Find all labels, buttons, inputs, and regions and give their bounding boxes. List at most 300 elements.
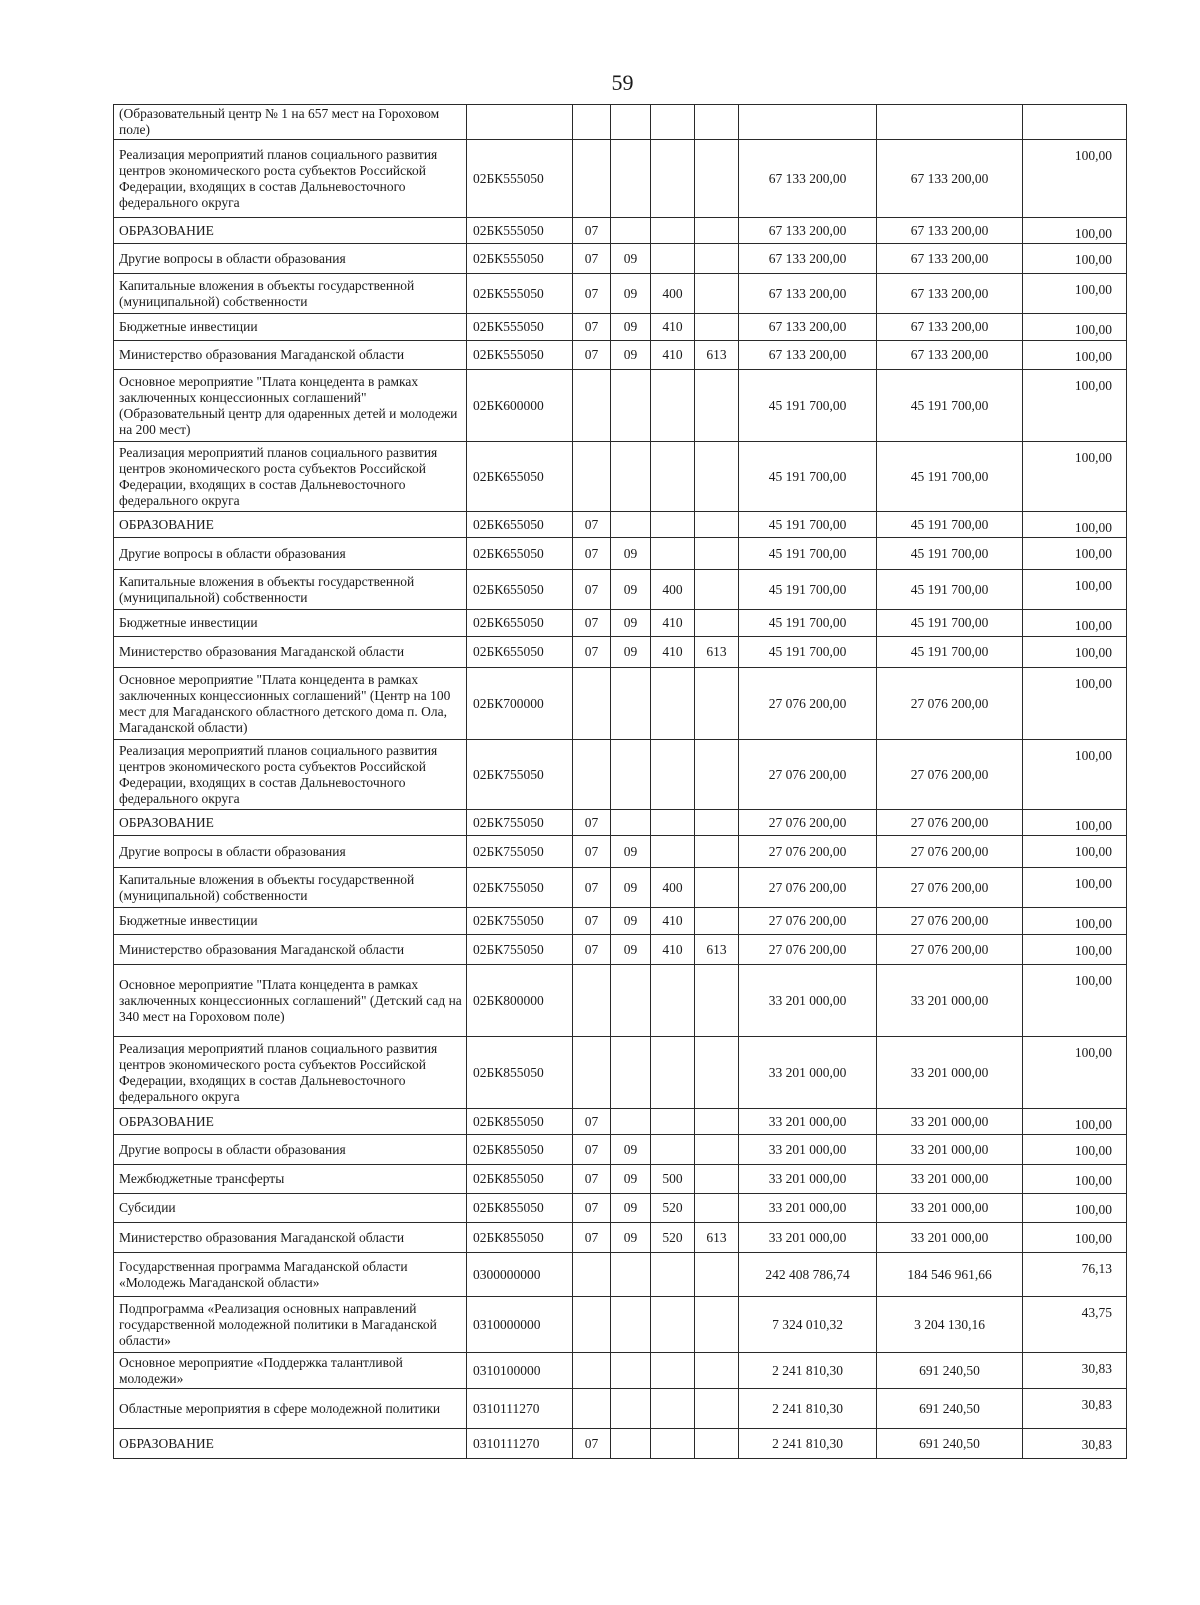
- cell-execution-percent: 100,00: [1023, 908, 1127, 935]
- cell-executed-amount: 33 201 000,00: [877, 1223, 1023, 1253]
- cell-section: 07: [573, 314, 611, 341]
- cell-target-code: 02БК755050: [467, 908, 573, 935]
- cell-name: Реализация мероприятий планов социального развития центров экономического роста субъектов Российской Федерации, входящих в состав Дальневосточного федерального округа: [114, 442, 467, 512]
- cell-name: ОБРАЗОВАНИЕ: [114, 810, 467, 836]
- cell-execution-percent: 100,00: [1023, 570, 1127, 610]
- cell-section: 07: [573, 1194, 611, 1223]
- cell-subsection: 09: [611, 341, 651, 370]
- cell-expense-type: 400: [651, 570, 695, 610]
- cell-name: ОБРАЗОВАНИЕ: [114, 1109, 467, 1135]
- cell-executed-amount: 45 191 700,00: [877, 442, 1023, 512]
- cell-subsection: [611, 1429, 651, 1459]
- cell-planned-amount: 33 201 000,00: [739, 965, 877, 1037]
- cell-expense-type: [651, 538, 695, 570]
- cell-section: [573, 1037, 611, 1109]
- cell-name: ОБРАЗОВАНИЕ: [114, 218, 467, 244]
- cell-execution-percent: [1023, 105, 1127, 140]
- table-row: [114, 274, 1127, 314]
- cell-subsection: 09: [611, 1165, 651, 1194]
- cell-name: Министерство образования Магаданской области: [114, 637, 467, 668]
- cell-expense-type: 500: [651, 1165, 695, 1194]
- cell-subsection: [611, 1353, 651, 1389]
- cell-administrator: [695, 442, 739, 512]
- cell-name: Другие вопросы в области образования: [114, 244, 467, 274]
- cell-planned-amount: 33 201 000,00: [739, 1037, 877, 1109]
- cell-section: 07: [573, 908, 611, 935]
- cell-expense-type: [651, 1389, 695, 1429]
- cell-section: 07: [573, 1223, 611, 1253]
- cell-planned-amount: 7 324 010,32: [739, 1297, 877, 1353]
- cell-planned-amount: 2 241 810,30: [739, 1429, 877, 1459]
- cell-subsection: 09: [611, 1194, 651, 1223]
- cell-administrator: [695, 244, 739, 274]
- cell-administrator: [695, 868, 739, 908]
- cell-section: [573, 668, 611, 740]
- cell-target-code: 02БК655050: [467, 442, 573, 512]
- table-row: [114, 810, 1127, 836]
- cell-expense-type: [651, 740, 695, 810]
- cell-section: 07: [573, 810, 611, 836]
- cell-subsection: [611, 512, 651, 538]
- table-row: [114, 244, 1127, 274]
- cell-target-code: 0310000000: [467, 1297, 573, 1353]
- cell-execution-percent: 43,75: [1023, 1297, 1127, 1353]
- cell-executed-amount: 33 201 000,00: [877, 1165, 1023, 1194]
- cell-planned-amount: 45 191 700,00: [739, 637, 877, 668]
- cell-executed-amount: 27 076 200,00: [877, 836, 1023, 868]
- cell-planned-amount: 45 191 700,00: [739, 610, 877, 637]
- cell-name: Подпрограмма «Реализация основных направлений государственной молодежной политики в Магаданской области»: [114, 1297, 467, 1353]
- cell-section: 07: [573, 1165, 611, 1194]
- cell-section: [573, 1297, 611, 1353]
- cell-subsection: [611, 740, 651, 810]
- cell-section: 07: [573, 868, 611, 908]
- cell-target-code: 02БК655050: [467, 512, 573, 538]
- cell-subsection: [611, 668, 651, 740]
- cell-executed-amount: 45 191 700,00: [877, 512, 1023, 538]
- cell-planned-amount: 27 076 200,00: [739, 836, 877, 868]
- cell-planned-amount: 33 201 000,00: [739, 1223, 877, 1253]
- cell-execution-percent: 100,00: [1023, 965, 1127, 1037]
- cell-subsection: 09: [611, 244, 651, 274]
- cell-executed-amount: 67 133 200,00: [877, 244, 1023, 274]
- cell-target-code: 02БК655050: [467, 610, 573, 637]
- cell-subsection: [611, 1389, 651, 1429]
- cell-execution-percent: 100,00: [1023, 810, 1127, 836]
- cell-name: Субсидии: [114, 1194, 467, 1223]
- cell-execution-percent: 100,00: [1023, 314, 1127, 341]
- cell-subsection: 09: [611, 935, 651, 965]
- table-row: [114, 668, 1127, 740]
- cell-target-code: 02БК855050: [467, 1194, 573, 1223]
- cell-execution-percent: 30,83: [1023, 1389, 1127, 1429]
- cell-target-code: 02БК755050: [467, 740, 573, 810]
- cell-executed-amount: 67 133 200,00: [877, 314, 1023, 341]
- cell-administrator: [695, 610, 739, 637]
- cell-execution-percent: 100,00: [1023, 1037, 1127, 1109]
- cell-execution-percent: 100,00: [1023, 1223, 1127, 1253]
- cell-planned-amount: 33 201 000,00: [739, 1135, 877, 1165]
- cell-section: 07: [573, 1135, 611, 1165]
- cell-name: Другие вопросы в области образования: [114, 538, 467, 570]
- cell-name: Другие вопросы в области образования: [114, 1135, 467, 1165]
- cell-expense-type: 410: [651, 610, 695, 637]
- cell-section: 07: [573, 538, 611, 570]
- cell-executed-amount: 27 076 200,00: [877, 810, 1023, 836]
- cell-section: 07: [573, 274, 611, 314]
- cell-section: 07: [573, 570, 611, 610]
- cell-execution-percent: 100,00: [1023, 868, 1127, 908]
- table-row: [114, 341, 1127, 370]
- cell-executed-amount: 27 076 200,00: [877, 740, 1023, 810]
- cell-administrator: [695, 140, 739, 218]
- cell-executed-amount: 27 076 200,00: [877, 908, 1023, 935]
- cell-execution-percent: 100,00: [1023, 341, 1127, 370]
- cell-section: [573, 1389, 611, 1429]
- cell-expense-type: 410: [651, 935, 695, 965]
- cell-section: [573, 105, 611, 140]
- cell-expense-type: 410: [651, 314, 695, 341]
- cell-executed-amount: 33 201 000,00: [877, 1037, 1023, 1109]
- cell-expense-type: [651, 244, 695, 274]
- cell-planned-amount: 27 076 200,00: [739, 668, 877, 740]
- cell-executed-amount: 45 191 700,00: [877, 610, 1023, 637]
- cell-execution-percent: 100,00: [1023, 836, 1127, 868]
- cell-name: Бюджетные инвестиции: [114, 610, 467, 637]
- cell-planned-amount: 2 241 810,30: [739, 1389, 877, 1429]
- cell-section: 07: [573, 836, 611, 868]
- cell-planned-amount: 33 201 000,00: [739, 1165, 877, 1194]
- cell-executed-amount: 27 076 200,00: [877, 935, 1023, 965]
- cell-executed-amount: 27 076 200,00: [877, 868, 1023, 908]
- cell-administrator: [695, 908, 739, 935]
- cell-target-code: [467, 105, 573, 140]
- cell-executed-amount: 67 133 200,00: [877, 341, 1023, 370]
- cell-name: Министерство образования Магаданской области: [114, 1223, 467, 1253]
- cell-planned-amount: 45 191 700,00: [739, 442, 877, 512]
- cell-target-code: 0310111270: [467, 1429, 573, 1459]
- cell-expense-type: 520: [651, 1194, 695, 1223]
- cell-target-code: 02БК655050: [467, 637, 573, 668]
- cell-expense-type: [651, 965, 695, 1037]
- table-row: [114, 1353, 1127, 1389]
- cell-section: 07: [573, 244, 611, 274]
- cell-section: [573, 965, 611, 1037]
- cell-administrator: [695, 1253, 739, 1297]
- cell-target-code: 02БК655050: [467, 570, 573, 610]
- cell-administrator: [695, 274, 739, 314]
- table-row: [114, 1194, 1127, 1223]
- table-row: [114, 370, 1127, 442]
- cell-expense-type: [651, 836, 695, 868]
- cell-target-code: 02БК755050: [467, 868, 573, 908]
- cell-executed-amount: 67 133 200,00: [877, 140, 1023, 218]
- cell-executed-amount: 27 076 200,00: [877, 668, 1023, 740]
- cell-execution-percent: 100,00: [1023, 370, 1127, 442]
- cell-administrator: [695, 1429, 739, 1459]
- table-row: [114, 637, 1127, 668]
- cell-expense-type: 410: [651, 637, 695, 668]
- cell-administrator: [695, 1135, 739, 1165]
- cell-subsection: [611, 1253, 651, 1297]
- cell-administrator: 613: [695, 1223, 739, 1253]
- cell-planned-amount: 67 133 200,00: [739, 244, 877, 274]
- cell-administrator: [695, 740, 739, 810]
- cell-name: Бюджетные инвестиции: [114, 314, 467, 341]
- cell-expense-type: [651, 1353, 695, 1389]
- cell-expense-type: 410: [651, 341, 695, 370]
- cell-planned-amount: 33 201 000,00: [739, 1194, 877, 1223]
- cell-execution-percent: 100,00: [1023, 244, 1127, 274]
- cell-executed-amount: 691 240,50: [877, 1353, 1023, 1389]
- cell-execution-percent: 100,00: [1023, 740, 1127, 810]
- cell-name: Межбюджетные трансферты: [114, 1165, 467, 1194]
- cell-name: Другие вопросы в области образования: [114, 836, 467, 868]
- cell-expense-type: 410: [651, 908, 695, 935]
- cell-expense-type: 520: [651, 1223, 695, 1253]
- cell-target-code: 0310111270: [467, 1389, 573, 1429]
- cell-planned-amount: 67 133 200,00: [739, 140, 877, 218]
- cell-administrator: [695, 1109, 739, 1135]
- table-row: [114, 1389, 1127, 1429]
- cell-planned-amount: 27 076 200,00: [739, 740, 877, 810]
- cell-subsection: 09: [611, 538, 651, 570]
- cell-administrator: [695, 105, 739, 140]
- cell-administrator: [695, 810, 739, 836]
- cell-planned-amount: 242 408 786,74: [739, 1253, 877, 1297]
- cell-name: Реализация мероприятий планов социального развития центров экономического роста субъектов Российской Федерации, входящих в состав Дальневосточного федерального округа: [114, 1037, 467, 1109]
- cell-execution-percent: 100,00: [1023, 274, 1127, 314]
- cell-planned-amount: 2 241 810,30: [739, 1353, 877, 1389]
- cell-administrator: [695, 512, 739, 538]
- cell-target-code: 02БК555050: [467, 341, 573, 370]
- cell-name: Основное мероприятие «Поддержка талантливой молодежи»: [114, 1353, 467, 1389]
- cell-target-code: 0300000000: [467, 1253, 573, 1297]
- cell-administrator: [695, 1353, 739, 1389]
- cell-target-code: 02БК855050: [467, 1223, 573, 1253]
- cell-planned-amount: 67 133 200,00: [739, 274, 877, 314]
- cell-subsection: [611, 1297, 651, 1353]
- table-row: [114, 610, 1127, 637]
- table-row: [114, 1109, 1127, 1135]
- cell-target-code: 02БК655050: [467, 538, 573, 570]
- table-row: [114, 1223, 1127, 1253]
- cell-subsection: [611, 810, 651, 836]
- cell-planned-amount: 27 076 200,00: [739, 935, 877, 965]
- cell-execution-percent: 30,83: [1023, 1353, 1127, 1389]
- cell-executed-amount: 33 201 000,00: [877, 1135, 1023, 1165]
- cell-execution-percent: 100,00: [1023, 442, 1127, 512]
- cell-planned-amount: 67 133 200,00: [739, 314, 877, 341]
- cell-planned-amount: 45 191 700,00: [739, 538, 877, 570]
- cell-subsection: 09: [611, 1135, 651, 1165]
- cell-subsection: 09: [611, 314, 651, 341]
- cell-target-code: 0310100000: [467, 1353, 573, 1389]
- cell-expense-type: [651, 810, 695, 836]
- table-row: [114, 314, 1127, 341]
- cell-executed-amount: 3 204 130,16: [877, 1297, 1023, 1353]
- cell-administrator: [695, 218, 739, 244]
- cell-subsection: 09: [611, 1223, 651, 1253]
- cell-administrator: [695, 538, 739, 570]
- cell-name: Реализация мероприятий планов социального развития центров экономического роста субъектов Российской Федерации, входящих в состав Дальневосточного федерального округа: [114, 140, 467, 218]
- cell-name: Основное мероприятие "Плата концедента в рамках заключенных концессионных соглашений" (Образовательный центр для одаренных детей и молодежи на 200 мест): [114, 370, 467, 442]
- cell-execution-percent: 100,00: [1023, 140, 1127, 218]
- cell-section: 07: [573, 610, 611, 637]
- cell-name: ОБРАЗОВАНИЕ: [114, 1429, 467, 1459]
- cell-administrator: 613: [695, 341, 739, 370]
- cell-subsection: 09: [611, 868, 651, 908]
- cell-subsection: [611, 218, 651, 244]
- cell-target-code: 02БК555050: [467, 274, 573, 314]
- cell-name: Государственная программа Магаданской области «Молодежь Магаданской области»: [114, 1253, 467, 1297]
- table-row: [114, 1253, 1127, 1297]
- cell-expense-type: [651, 512, 695, 538]
- cell-target-code: 02БК755050: [467, 810, 573, 836]
- cell-target-code: 02БК755050: [467, 935, 573, 965]
- cell-administrator: [695, 570, 739, 610]
- cell-execution-percent: 100,00: [1023, 512, 1127, 538]
- cell-execution-percent: 100,00: [1023, 538, 1127, 570]
- cell-planned-amount: 45 191 700,00: [739, 512, 877, 538]
- cell-subsection: 09: [611, 570, 651, 610]
- cell-expense-type: [651, 140, 695, 218]
- table-row: [114, 1135, 1127, 1165]
- cell-expense-type: [651, 1037, 695, 1109]
- cell-subsection: 09: [611, 610, 651, 637]
- cell-section: [573, 1353, 611, 1389]
- cell-administrator: [695, 1194, 739, 1223]
- table-row: [114, 442, 1127, 512]
- budget-table: [113, 104, 1127, 1459]
- cell-target-code: 02БК600000: [467, 370, 573, 442]
- cell-executed-amount: 45 191 700,00: [877, 370, 1023, 442]
- cell-target-code: 02БК855050: [467, 1165, 573, 1194]
- cell-target-code: 02БК555050: [467, 244, 573, 274]
- table-row: [114, 512, 1127, 538]
- cell-name: Капитальные вложения в объекты государственной (муниципальной) собственности: [114, 570, 467, 610]
- cell-subsection: 09: [611, 637, 651, 668]
- cell-execution-percent: 100,00: [1023, 218, 1127, 244]
- cell-planned-amount: 67 133 200,00: [739, 218, 877, 244]
- cell-name: Областные мероприятия в сфере молодежной политики: [114, 1389, 467, 1429]
- cell-name: Капитальные вложения в объекты государственной (муниципальной) собственности: [114, 274, 467, 314]
- table-row: [114, 1429, 1127, 1459]
- cell-name: Капитальные вложения в объекты государственной (муниципальной) собственности: [114, 868, 467, 908]
- cell-expense-type: [651, 1297, 695, 1353]
- cell-execution-percent: 100,00: [1023, 610, 1127, 637]
- cell-name: ОБРАЗОВАНИЕ: [114, 512, 467, 538]
- cell-expense-type: 400: [651, 274, 695, 314]
- cell-administrator: [695, 668, 739, 740]
- cell-target-code: 02БК800000: [467, 965, 573, 1037]
- cell-administrator: [695, 1037, 739, 1109]
- cell-name: Реализация мероприятий планов социального развития центров экономического роста субъектов Российской Федерации, входящих в состав Дальневосточного федерального округа: [114, 740, 467, 810]
- cell-expense-type: [651, 1429, 695, 1459]
- cell-execution-percent: 100,00: [1023, 935, 1127, 965]
- cell-subsection: [611, 105, 651, 140]
- cell-planned-amount: 27 076 200,00: [739, 908, 877, 935]
- cell-name: Министерство образования Магаданской области: [114, 341, 467, 370]
- cell-subsection: 09: [611, 274, 651, 314]
- cell-expense-type: [651, 105, 695, 140]
- cell-target-code: 02БК555050: [467, 218, 573, 244]
- table-row: [114, 570, 1127, 610]
- cell-administrator: [695, 965, 739, 1037]
- cell-planned-amount: 33 201 000,00: [739, 1109, 877, 1135]
- cell-execution-percent: 100,00: [1023, 668, 1127, 740]
- cell-section: 07: [573, 1109, 611, 1135]
- cell-subsection: [611, 965, 651, 1037]
- table-row: [114, 836, 1127, 868]
- cell-execution-percent: 100,00: [1023, 1165, 1127, 1194]
- cell-name: Бюджетные инвестиции: [114, 908, 467, 935]
- cell-subsection: 09: [611, 836, 651, 868]
- cell-planned-amount: 27 076 200,00: [739, 868, 877, 908]
- cell-target-code: 02БК855050: [467, 1037, 573, 1109]
- cell-execution-percent: 30,83: [1023, 1429, 1127, 1459]
- cell-subsection: [611, 1037, 651, 1109]
- cell-section: [573, 140, 611, 218]
- cell-target-code: 02БК755050: [467, 836, 573, 868]
- table-body: [114, 105, 1127, 1459]
- cell-section: 07: [573, 512, 611, 538]
- cell-subsection: [611, 442, 651, 512]
- cell-target-code: 02БК855050: [467, 1135, 573, 1165]
- cell-executed-amount: 67 133 200,00: [877, 274, 1023, 314]
- cell-name: Основное мероприятие "Плата концедента в рамках заключенных концессионных соглашений" (Детский сад на 340 мест на Гороховом поле): [114, 965, 467, 1037]
- cell-target-code: 02БК555050: [467, 140, 573, 218]
- cell-expense-type: [651, 442, 695, 512]
- cell-subsection: 09: [611, 908, 651, 935]
- cell-planned-amount: 45 191 700,00: [739, 570, 877, 610]
- table-row: [114, 105, 1127, 140]
- cell-administrator: 613: [695, 637, 739, 668]
- cell-administrator: [695, 1297, 739, 1353]
- table-row: [114, 908, 1127, 935]
- cell-section: 07: [573, 341, 611, 370]
- cell-administrator: [695, 314, 739, 341]
- cell-expense-type: [651, 218, 695, 244]
- cell-planned-amount: 67 133 200,00: [739, 341, 877, 370]
- table-row: [114, 538, 1127, 570]
- cell-executed-amount: 691 240,50: [877, 1389, 1023, 1429]
- cell-expense-type: [651, 370, 695, 442]
- cell-target-code: 02БК700000: [467, 668, 573, 740]
- table-row: [114, 1297, 1127, 1353]
- cell-planned-amount: [739, 105, 877, 140]
- page-number: 59: [611, 70, 634, 95]
- cell-expense-type: [651, 1253, 695, 1297]
- table-row: [114, 1037, 1127, 1109]
- cell-planned-amount: 27 076 200,00: [739, 810, 877, 836]
- cell-name: (Образовательный центр № 1 на 657 мест на Гороховом поле): [114, 105, 467, 140]
- cell-expense-type: [651, 1135, 695, 1165]
- cell-executed-amount: [877, 105, 1023, 140]
- cell-section: 07: [573, 935, 611, 965]
- cell-administrator: [695, 1165, 739, 1194]
- cell-name: Министерство образования Магаданской области: [114, 935, 467, 965]
- cell-administrator: [695, 836, 739, 868]
- cell-administrator: [695, 1389, 739, 1429]
- cell-section: [573, 370, 611, 442]
- cell-execution-percent: 100,00: [1023, 1135, 1127, 1165]
- cell-administrator: 613: [695, 935, 739, 965]
- cell-executed-amount: 33 201 000,00: [877, 1109, 1023, 1135]
- cell-executed-amount: 184 546 961,66: [877, 1253, 1023, 1297]
- cell-execution-percent: 100,00: [1023, 637, 1127, 668]
- cell-section: [573, 1253, 611, 1297]
